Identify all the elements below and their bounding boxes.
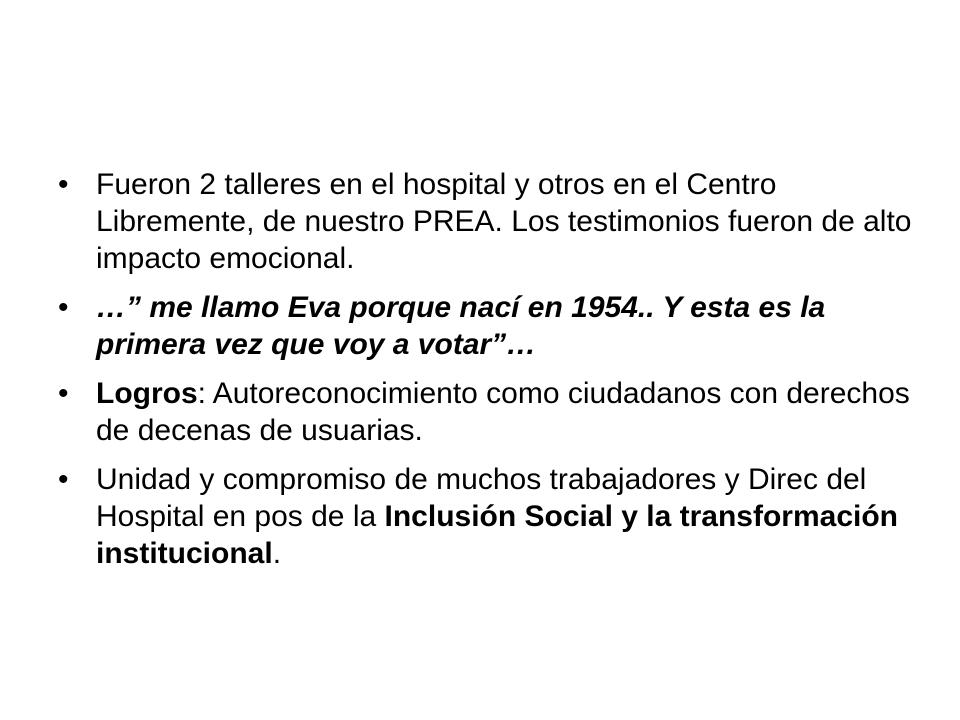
- bullet-icon: •: [58, 463, 69, 496]
- bullet-icon: •: [58, 291, 69, 324]
- bullet-text: Fueron 2 talleres en el hospital y otros en el Centro Libremente, de nuestro PREA. Los testimonios fueron de alto impacto emocional.: [96, 168, 912, 275]
- unidad-emphasis: Inclusión Social y la transformación institucional: [96, 500, 898, 570]
- unidad-text: Unidad y compromiso de muchos trabajadores y Direc del Hospital en pos de la: [96, 463, 867, 533]
- logros-label: Logros: [96, 377, 198, 410]
- bullet-item-quote: [56, 289, 916, 363]
- bullet-item-talleres: [56, 166, 916, 277]
- bullet-item-logros: [56, 375, 916, 449]
- bullet-icon: •: [58, 377, 69, 410]
- bullet-icon: •: [58, 168, 69, 201]
- quote-text: …” me llamo Eva porque nací en 1954.. Y esta es la primera vez que voy a votar”…: [96, 291, 826, 361]
- logros-text: : Autoreconocimiento como ciudadanos con derechos de decenas de usuarias.: [96, 377, 910, 447]
- unidad-text-end: .: [272, 537, 282, 570]
- bullet-list: [56, 166, 916, 584]
- bullet-item-unidad: [56, 461, 916, 572]
